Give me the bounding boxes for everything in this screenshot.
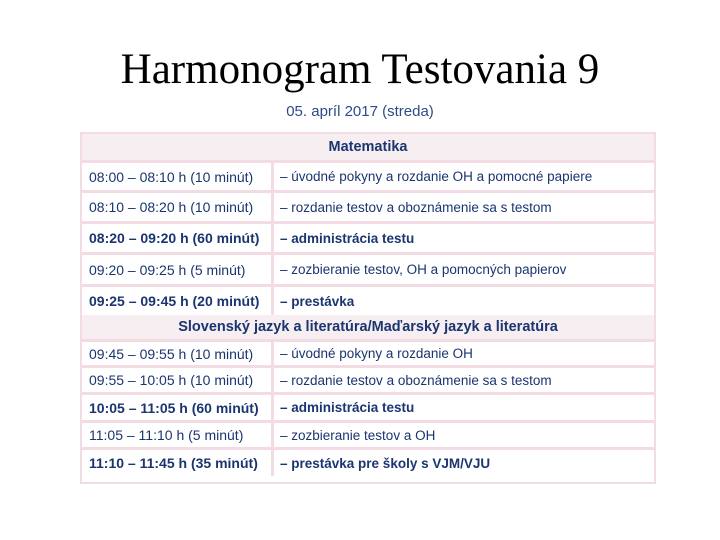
schedule-row [82, 392, 654, 420]
schedule-row [82, 284, 654, 315]
schedule-row [82, 160, 654, 190]
section-header-matematika: Matematika [82, 134, 654, 160]
activity-cell: – prestávka [274, 284, 654, 315]
schedule-row [82, 420, 654, 447]
page-title: Harmonogram Testovania 9 [120, 46, 600, 93]
activity-cell: – prestávka pre školy s VJM/VJU [274, 447, 654, 476]
activity-cell: – administrácia testu [274, 392, 654, 420]
schedule-table [80, 132, 656, 484]
section-header-slovensky-jazyk: Slovenský jazyk a literatúra/Maďarský jazyk a literatúra [82, 315, 654, 339]
time-cell: 10:05 – 11:05 h (60 minút) [82, 392, 274, 420]
time-cell: 09:45 – 09:55 h (10 minút) [82, 339, 274, 365]
schedule-row [82, 252, 654, 284]
time-cell: 08:00 – 08:10 h (10 minút) [82, 160, 274, 190]
time-cell: 09:25 – 09:45 h (20 minút) [82, 284, 274, 315]
activity-cell: – zozbieranie testov a OH [274, 420, 654, 447]
time-cell: 11:10 – 11:45 h (35 minút) [82, 447, 274, 476]
schedule-row [82, 190, 654, 221]
time-cell: 08:10 – 08:20 h (10 minút) [82, 190, 274, 221]
activity-cell: – rozdanie testov a oboznámenie sa s testom [274, 365, 654, 392]
time-cell: 09:55 – 10:05 h (10 minút) [82, 365, 274, 392]
time-cell: 11:05 – 11:10 h (5 minút) [82, 420, 274, 447]
activity-cell: – úvodné pokyny a rozdanie OH [274, 339, 654, 365]
schedule-row [82, 365, 654, 392]
activity-cell: – rozdanie testov a oboznámenie sa s testom [274, 190, 654, 221]
activity-cell: – úvodné pokyny a rozdanie OH a pomocné papiere [274, 160, 654, 190]
time-cell: 09:20 – 09:25 h (5 minút) [82, 252, 274, 284]
schedule-row [82, 447, 654, 476]
activity-cell: – administrácia testu [274, 221, 654, 252]
schedule-date: 05. apríl 2017 (streda) [286, 103, 434, 120]
time-cell: 08:20 – 09:20 h (60 minút) [82, 221, 274, 252]
schedule-row [82, 339, 654, 365]
activity-cell: – zozbieranie testov, OH a pomocných papierov [274, 252, 654, 284]
schedule-row [82, 221, 654, 252]
